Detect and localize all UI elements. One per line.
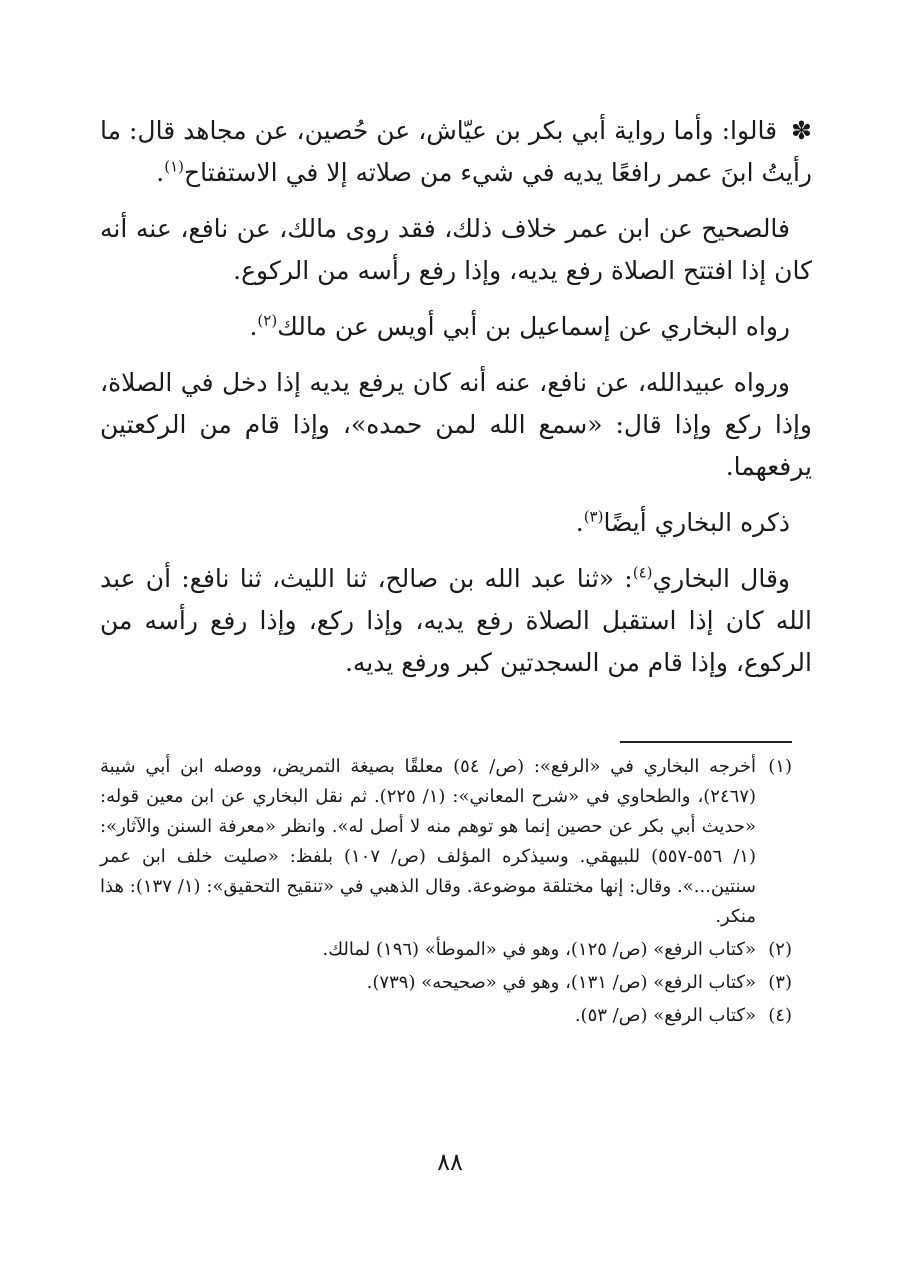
paragraph-6 xyxy=(100,558,812,684)
footnote-ref-4: (٤) xyxy=(632,563,653,582)
footnote-4 xyxy=(100,1001,792,1031)
footnote-ref-2: (٢) xyxy=(257,311,278,330)
paragraph-text: ورواه عبيدالله، عن نافع، عنه أنه كان يرفع يديه إذا دخل في الصلاة، وإذا ركع وإذا قال: «سمع الله لمن حمده»، وإذا قام من الركعتين يرفعهما. xyxy=(100,368,812,481)
footnote-text: أخرجه البخاري في «الرفع»: (ص/ ٥٤) معلقًا بصيغة التمريض، ووصله ابن أبي شيبة (٢٤٦٧)، والطحاوي في «شرح المعاني»: (١/ ٢٢٥). ثم نقل البخاري عن ابن معين قوله: «حديث أبي بكر عن حصين إنما هو توهم منه لا أصل له». وانظر «معرفة السنن والآثار»: (١/ ٥٥٦-٥٥٧) للبيهقي. وسيذكره المؤلف (ص/ ١٠٧) بلفظ: «صليت خلف ابن عمر سنتين...». وقال: إنها مختلقة موضوعة. وقال الذهبي في «تنقيح التحقيق»: (١/ ١٣٧): هذا منكر. xyxy=(100,756,756,927)
footnote-ref-1: (١) xyxy=(164,157,184,176)
footnote-separator xyxy=(620,741,792,743)
paragraph-text: فالصحيح عن ابن عمر خلاف ذلك، فقد روى مالك، عن نافع، عنه أنه كان إذا افتتح الصلاة رفع يديه، وإذا رفع رأسه من الركوع. xyxy=(100,214,812,285)
paragraph-tail: . xyxy=(156,158,165,187)
footnote-text: «كتاب الرفع» (ص/ ١٣١)، وهو في «صحيحه» (٧٣٩). xyxy=(366,972,756,993)
footnote-text: «كتاب الرفع» (ص/ ١٢٥)، وهو في «الموطأ» (١٩٦) لمالك. xyxy=(322,939,756,960)
page-number: ٨٨ xyxy=(437,1148,463,1176)
paragraph-5 xyxy=(100,502,812,544)
footnote-number: (١) xyxy=(768,756,792,777)
paragraph-tail: . xyxy=(575,508,584,537)
footnote-3 xyxy=(100,968,792,998)
paragraph-1 xyxy=(100,110,812,194)
footnote-number: (٣) xyxy=(768,972,792,993)
footnote-1 xyxy=(100,752,792,932)
paragraph-text: قالوا: وأما رواية أبي بكر بن عيّاش، عن حُصين، عن مجاهد قال: ما رأيتُ ابنَ عمر رافعًا يديه في شيء من صلاته إلا في الاستفتاح xyxy=(100,116,812,187)
paragraph-2 xyxy=(100,208,812,292)
asterisk-marker: ✽ xyxy=(791,116,812,145)
footnote-text: «كتاب الرفع» (ص/ ٥٣). xyxy=(574,1005,756,1026)
paragraph-3 xyxy=(100,306,812,348)
footnote-number: (٤) xyxy=(768,1005,792,1026)
paragraph-4 xyxy=(100,362,812,488)
footnotes xyxy=(100,752,792,1034)
footnote-2 xyxy=(100,935,792,965)
main-text xyxy=(100,110,812,698)
footnote-number: (٢) xyxy=(768,939,792,960)
paragraph-tail: . xyxy=(249,312,258,341)
footnote-ref-3: (٣) xyxy=(583,507,604,526)
paragraph-text: رواه البخاري عن إسماعيل بن أبي أويس عن مالك xyxy=(277,312,790,341)
paragraph-text: : «ثنا عبد الله بن صالح، ثنا الليث، ثنا نافع: أن عبد الله كان إذا استقبل الصلاة رفع يديه، وإذا ركع، وإذا رفع رأسه من الركوع، وإذا قام من السجدتين كبر ورفع يديه. xyxy=(100,564,812,677)
paragraph-lead: وقال البخاري xyxy=(652,564,790,593)
paragraph-text: ذكره البخاري أيضًا xyxy=(603,508,790,537)
